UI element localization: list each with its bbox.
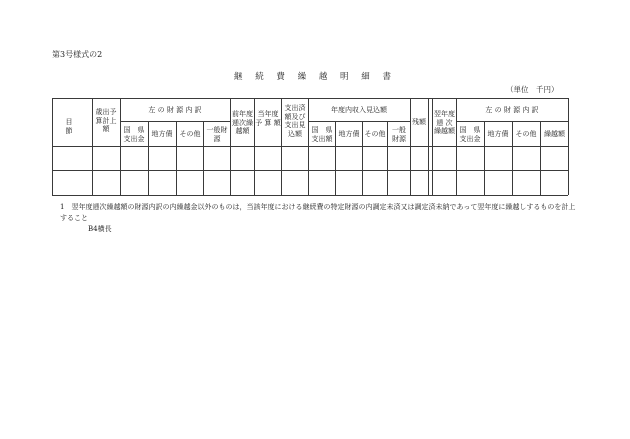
- col-next-carryover-header: 翌年度逓 次繰越額: [434, 110, 455, 135]
- footnote: 1 翌年度逓次繰越額の財源内訳の内繰越金以外のものは，当該年度における継続費の特定財源の内調定未済又は調定済未納であって翌年度に繰越しするものを計上すること: [60, 203, 576, 222]
- right-breakdown-group-header: 左 の 財 源 内 訳: [485, 106, 539, 114]
- table-header-divider: [308, 121, 410, 122]
- col-ippan-header: 一般財源: [206, 126, 228, 143]
- col-rev-sonota-header: その他: [364, 130, 386, 138]
- col-balance-header: 残額: [412, 118, 426, 126]
- revenue-group-header: 年度内収入見込額: [331, 106, 387, 114]
- carryover-ledger-table: [52, 98, 568, 196]
- table-top-border: [52, 98, 568, 99]
- col-r-carryover-funds-header: 繰越額: [544, 130, 565, 138]
- table-header-divider: [120, 121, 230, 122]
- col-rev-ippan-header: 一般財源: [392, 126, 406, 143]
- col-expended-header: 支出済額及び支出見込額: [284, 104, 306, 138]
- column-divider: [428, 98, 429, 195]
- unit-label: （単位 千円）: [506, 85, 559, 94]
- left-breakdown-group-header: 左 の 財 源 内 訳: [148, 106, 202, 114]
- col-chihousai-header: 地方債: [151, 130, 173, 138]
- table-bottom-border: [52, 195, 568, 196]
- table-right-border: [568, 98, 569, 195]
- col-prev-carryover-header: 前年度逓次繰越額: [232, 110, 253, 135]
- col-r-kokken-header: 国 県支出金: [459, 126, 481, 143]
- column-divider: [203, 121, 204, 195]
- col-r-chihousai-header: 地方債: [487, 130, 509, 138]
- col-r-sonota-header: その他: [515, 130, 537, 138]
- table-row-divider: [52, 170, 568, 171]
- col-budget-total-header: 歳出予算計上額: [95, 108, 117, 133]
- col-sonota-header: その他: [179, 130, 201, 138]
- table-header-bottom: [52, 146, 568, 147]
- col-rev-kokken-header: 国 県支出額: [311, 126, 333, 143]
- col-moku-setsu-header: 目 節: [65, 118, 92, 135]
- table-left-border: [52, 98, 53, 195]
- document-title: 継 続 費 繰 越 明 細 書: [234, 72, 396, 82]
- form-number: 第3号様式の2: [52, 50, 103, 59]
- col-kokken-header: 国 県支出金: [123, 126, 145, 143]
- col-rev-chihousai-header: 地方債: [338, 130, 360, 138]
- col-current-budget-header: 当年度予 算 額: [255, 110, 281, 127]
- paper-size-note: B4横長: [88, 225, 112, 233]
- column-divider: [410, 98, 411, 195]
- column-divider: [387, 121, 388, 195]
